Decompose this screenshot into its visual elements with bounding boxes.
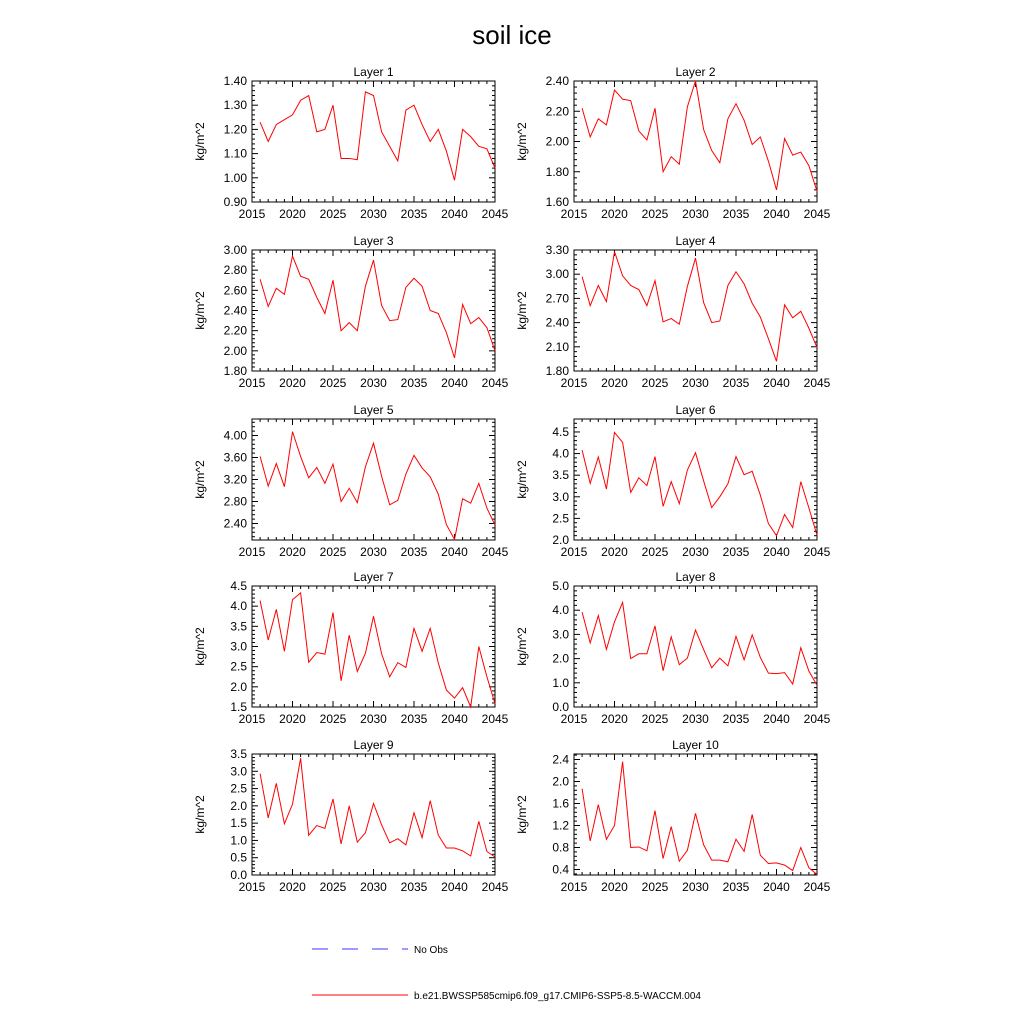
x-tick-label-layer-2: 2030 (682, 207, 709, 221)
y-tick-label-layer-4: 2.40 (545, 315, 569, 330)
y-tick-label-layer-1: 1.00 (223, 170, 247, 185)
x-tick-label-layer-5: 2035 (400, 545, 428, 559)
x-tick-label-layer-2: 2020 (601, 207, 628, 221)
legend-series-label: b.e21.BWSSP585cmip6.f09_g17.CMIP6-SSP5-8.5-WACCM.004 (414, 991, 701, 1002)
y-tick-label-layer-6: 3.5 (552, 468, 569, 483)
panel-title-layer-7: Layer 7 (353, 570, 394, 584)
panel-layer-9 (193, 738, 509, 894)
x-tick-label-layer-2: 2040 (763, 207, 790, 221)
y-tick-label-layer-9: 1.0 (230, 833, 247, 848)
panel-layer-1 (193, 65, 509, 221)
series-line-layer-5 (260, 432, 495, 540)
x-tick-label-layer-10: 2015 (560, 880, 588, 894)
x-tick-label-layer-6: 2040 (763, 545, 790, 559)
series-line-layer-10 (582, 762, 817, 875)
y-tick-label-layer-9: 0.5 (230, 850, 247, 865)
x-tick-label-layer-5: 2020 (279, 545, 306, 559)
x-tick-label-layer-4: 2015 (560, 376, 588, 390)
y-axis-label-layer-6: kg/m^2 (515, 460, 529, 499)
x-tick-label-layer-1: 2045 (481, 207, 509, 221)
plot-frame-layer-4 (574, 250, 817, 371)
x-tick-label-layer-10: 2040 (763, 880, 790, 894)
y-tick-label-layer-2: 1.60 (545, 195, 569, 209)
y-tick-label-layer-5: 4.00 (223, 428, 247, 443)
panel-title-layer-10: Layer 10 (672, 738, 719, 752)
x-tick-label-layer-7: 2045 (481, 712, 509, 726)
x-tick-label-layer-8: 2025 (641, 712, 669, 726)
x-tick-label-layer-8: 2015 (560, 712, 588, 726)
x-tick-label-layer-3: 2035 (400, 376, 428, 390)
x-tick-label-layer-6: 2035 (722, 545, 750, 559)
x-tick-label-layer-8: 2030 (682, 712, 709, 726)
y-axis-label-layer-1: kg/m^2 (193, 122, 207, 161)
y-tick-label-layer-8: 1.0 (552, 675, 569, 690)
plot-frame-layer-8 (574, 586, 817, 707)
y-tick-label-layer-7: 2.0 (230, 679, 247, 694)
x-tick-label-layer-9: 2030 (360, 880, 387, 894)
x-tick-label-layer-4: 2040 (763, 376, 790, 390)
panel-title-layer-4: Layer 4 (675, 234, 716, 248)
panel-title-layer-2: Layer 2 (675, 65, 716, 79)
y-tick-label-layer-2: 2.20 (545, 104, 569, 119)
y-tick-label-layer-7: 1.5 (230, 700, 247, 714)
y-tick-label-layer-8: 3.0 (552, 627, 569, 642)
panel-layer-6 (515, 403, 831, 559)
y-axis-label-layer-4: kg/m^2 (515, 291, 529, 330)
x-tick-label-layer-10: 2030 (682, 880, 709, 894)
y-tick-label-layer-9: 2.0 (230, 798, 247, 813)
x-tick-label-layer-2: 2025 (641, 207, 669, 221)
x-tick-label-layer-9: 2015 (238, 880, 266, 894)
x-tick-label-layer-9: 2020 (279, 880, 306, 894)
panel-layer-8 (515, 570, 831, 726)
x-tick-label-layer-1: 2040 (441, 207, 468, 221)
y-tick-label-layer-9: 0.0 (230, 868, 247, 882)
y-tick-label-layer-8: 5.0 (552, 579, 569, 593)
x-tick-label-layer-9: 2040 (441, 880, 468, 894)
panel-title-layer-3: Layer 3 (353, 234, 394, 248)
y-tick-label-layer-6: 2.5 (552, 511, 569, 526)
y-tick-label-layer-5: 3.60 (223, 450, 247, 465)
panel-layer-5 (193, 403, 509, 559)
y-tick-label-layer-2: 2.40 (545, 74, 569, 88)
y-tick-label-layer-5: 2.40 (223, 516, 247, 531)
y-tick-label-layer-3: 2.60 (223, 283, 247, 298)
series-line-layer-1 (260, 92, 495, 180)
series-line-layer-4 (582, 252, 817, 362)
plot-frame-layer-5 (252, 419, 495, 540)
y-tick-label-layer-7: 4.5 (230, 579, 247, 593)
x-tick-label-layer-5: 2045 (481, 545, 509, 559)
x-tick-label-layer-1: 2035 (400, 207, 428, 221)
panel-layer-10 (515, 738, 831, 894)
y-tick-label-layer-10: 1.6 (552, 796, 569, 811)
x-tick-label-layer-8: 2020 (601, 712, 628, 726)
x-tick-label-layer-5: 2030 (360, 545, 387, 559)
plot-frame-layer-3 (252, 250, 495, 371)
series-line-layer-6 (582, 432, 817, 535)
x-tick-label-layer-7: 2020 (279, 712, 306, 726)
x-tick-label-layer-2: 2045 (803, 207, 831, 221)
y-tick-label-layer-10: 2.0 (552, 774, 569, 789)
y-tick-label-layer-4: 2.70 (545, 291, 569, 306)
panel-layer-2 (515, 65, 831, 221)
x-tick-label-layer-3: 2040 (441, 376, 468, 390)
x-tick-label-layer-1: 2015 (238, 207, 266, 221)
x-tick-label-layer-10: 2025 (641, 880, 669, 894)
x-tick-label-layer-1: 2020 (279, 207, 306, 221)
x-tick-label-layer-10: 2035 (722, 880, 750, 894)
y-tick-label-layer-1: 1.20 (223, 122, 247, 137)
y-tick-label-layer-2: 2.00 (545, 134, 569, 149)
x-tick-label-layer-10: 2045 (803, 880, 831, 894)
x-tick-label-layer-4: 2025 (641, 376, 669, 390)
x-tick-label-layer-8: 2035 (722, 712, 750, 726)
x-tick-label-layer-1: 2025 (319, 207, 347, 221)
y-tick-label-layer-9: 3.0 (230, 764, 247, 779)
x-tick-label-layer-2: 2035 (722, 207, 750, 221)
y-tick-label-layer-1: 0.90 (223, 195, 247, 209)
x-tick-label-layer-2: 2015 (560, 207, 588, 221)
plot-frame-layer-2 (574, 81, 817, 202)
x-tick-label-layer-7: 2015 (238, 712, 266, 726)
y-tick-label-layer-6: 3.0 (552, 489, 569, 504)
y-tick-label-layer-3: 2.00 (223, 343, 247, 358)
y-tick-label-layer-3: 3.00 (223, 243, 247, 257)
panel-title-layer-9: Layer 9 (353, 738, 394, 752)
y-tick-label-layer-7: 4.0 (230, 599, 247, 614)
x-tick-label-layer-6: 2045 (803, 545, 831, 559)
series-line-layer-2 (582, 81, 817, 191)
y-tick-label-layer-1: 1.40 (223, 74, 247, 88)
panel-title-layer-8: Layer 8 (675, 570, 716, 584)
plot-frame-layer-7 (252, 586, 495, 707)
x-tick-label-layer-5: 2015 (238, 545, 266, 559)
legend-obs-label: No Obs (414, 945, 448, 956)
x-tick-label-layer-1: 2030 (360, 207, 387, 221)
panel-title-layer-6: Layer 6 (675, 403, 716, 417)
y-tick-label-layer-8: 0.0 (552, 700, 569, 714)
x-tick-label-layer-5: 2025 (319, 545, 347, 559)
x-tick-label-layer-4: 2030 (682, 376, 709, 390)
x-tick-label-layer-7: 2035 (400, 712, 428, 726)
x-tick-label-layer-9: 2045 (481, 880, 509, 894)
plot-frame-layer-1 (252, 81, 495, 202)
x-tick-label-layer-5: 2040 (441, 545, 468, 559)
x-tick-label-layer-3: 2015 (238, 376, 266, 390)
y-tick-label-layer-1: 1.10 (223, 146, 247, 161)
y-tick-label-layer-4: 3.30 (545, 243, 569, 257)
x-tick-label-layer-6: 2015 (560, 545, 588, 559)
series-line-layer-9 (260, 758, 495, 857)
y-tick-label-layer-5: 3.20 (223, 472, 247, 487)
panel-layer-4 (515, 234, 831, 390)
y-tick-label-layer-9: 3.5 (230, 747, 247, 761)
panel-title-layer-5: Layer 5 (353, 403, 394, 417)
x-tick-label-layer-4: 2045 (803, 376, 831, 390)
plot-frame-layer-6 (574, 419, 817, 540)
figure-title: soil ice (472, 20, 552, 50)
x-tick-label-layer-9: 2025 (319, 880, 347, 894)
y-tick-label-layer-10: 2.4 (552, 752, 569, 767)
x-tick-label-layer-6: 2025 (641, 545, 669, 559)
x-tick-label-layer-7: 2025 (319, 712, 347, 726)
series-line-layer-3 (260, 256, 495, 358)
y-axis-label-layer-10: kg/m^2 (515, 795, 529, 834)
y-tick-label-layer-1: 1.30 (223, 98, 247, 113)
panel-title-layer-1: Layer 1 (353, 65, 394, 79)
y-tick-label-layer-8: 2.0 (552, 651, 569, 666)
x-tick-label-layer-9: 2035 (400, 880, 428, 894)
legend (312, 945, 701, 1002)
y-axis-label-layer-8: kg/m^2 (515, 627, 529, 666)
x-tick-label-layer-3: 2025 (319, 376, 347, 390)
y-tick-label-layer-7: 3.0 (230, 639, 247, 654)
x-tick-label-layer-3: 2045 (481, 376, 509, 390)
panels (193, 65, 831, 894)
y-axis-label-layer-5: kg/m^2 (193, 460, 207, 499)
y-tick-label-layer-9: 1.5 (230, 816, 247, 831)
x-tick-label-layer-8: 2040 (763, 712, 790, 726)
y-tick-label-layer-5: 2.80 (223, 494, 247, 509)
x-tick-label-layer-4: 2035 (722, 376, 750, 390)
y-axis-label-layer-3: kg/m^2 (193, 291, 207, 330)
x-tick-label-layer-4: 2020 (601, 376, 628, 390)
y-tick-label-layer-6: 4.5 (552, 424, 569, 439)
x-tick-label-layer-8: 2045 (803, 712, 831, 726)
y-tick-label-layer-7: 2.5 (230, 659, 247, 674)
y-axis-label-layer-7: kg/m^2 (193, 627, 207, 666)
y-tick-label-layer-8: 4.0 (552, 603, 569, 618)
series-line-layer-7 (260, 593, 495, 707)
x-tick-label-layer-10: 2020 (601, 880, 628, 894)
x-tick-label-layer-3: 2030 (360, 376, 387, 390)
panel-layer-7 (193, 570, 509, 726)
y-tick-label-layer-9: 2.5 (230, 781, 247, 796)
x-tick-label-layer-3: 2020 (279, 376, 306, 390)
y-tick-label-layer-3: 2.20 (223, 323, 247, 338)
y-tick-label-layer-6: 2.0 (552, 533, 569, 547)
x-tick-label-layer-6: 2020 (601, 545, 628, 559)
y-tick-label-layer-3: 2.80 (223, 263, 247, 278)
y-tick-label-layer-4: 2.10 (545, 339, 569, 354)
x-tick-label-layer-7: 2040 (441, 712, 468, 726)
y-axis-label-layer-9: kg/m^2 (193, 795, 207, 834)
y-tick-label-layer-3: 1.80 (223, 364, 247, 378)
y-tick-label-layer-3: 2.40 (223, 303, 247, 318)
y-tick-label-layer-6: 4.0 (552, 446, 569, 461)
x-tick-label-layer-6: 2030 (682, 545, 709, 559)
panel-layer-3 (193, 234, 509, 390)
series-line-layer-8 (582, 602, 817, 685)
y-axis-label-layer-2: kg/m^2 (515, 122, 529, 161)
y-tick-label-layer-4: 3.00 (545, 267, 569, 282)
x-tick-label-layer-7: 2030 (360, 712, 387, 726)
y-tick-label-layer-10: 0.8 (552, 840, 569, 855)
y-tick-label-layer-4: 1.80 (545, 364, 569, 378)
y-tick-label-layer-7: 3.5 (230, 619, 247, 634)
y-tick-label-layer-2: 1.80 (545, 164, 569, 179)
y-tick-label-layer-10: 1.2 (552, 818, 569, 833)
y-tick-label-layer-10: 0.4 (552, 862, 569, 877)
